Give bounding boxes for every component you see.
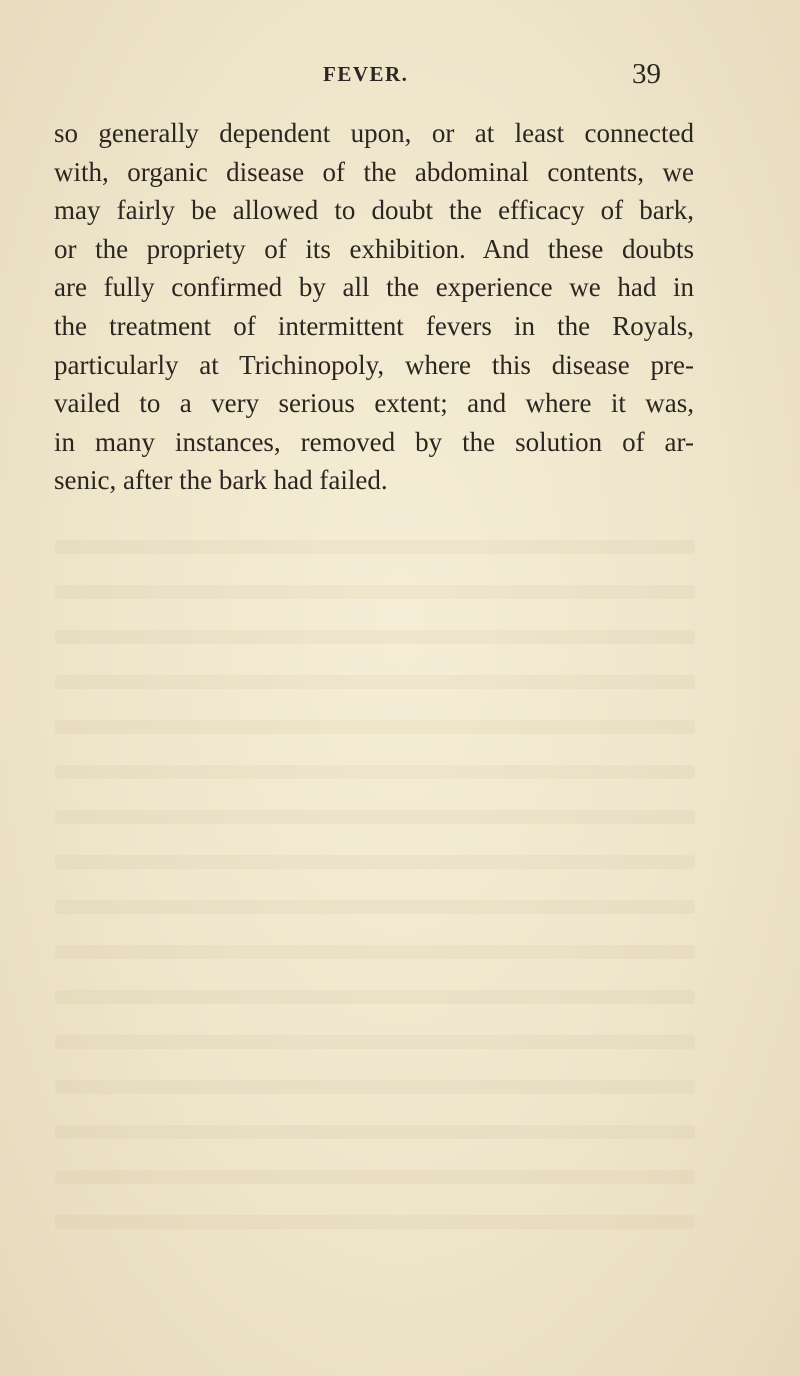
show-through-line [55, 630, 695, 644]
text-line: particularly at Trichinopoly, where this disease pre- [54, 349, 694, 380]
show-through-line [55, 765, 695, 779]
page-number: 39 [632, 58, 661, 90]
text-line: in many instances, removed by the solution of ar- [54, 426, 694, 457]
text-line: are fully confirmed by all the experience we had in [54, 272, 694, 303]
show-through-line [55, 945, 695, 959]
show-through-line [55, 540, 695, 554]
text-line: the treatment of intermittent fevers in the Royals, [54, 310, 694, 341]
show-through-line [55, 585, 695, 599]
show-through-line [55, 1170, 695, 1184]
show-through-line [55, 720, 695, 734]
show-through-line [55, 900, 695, 914]
show-through-line [55, 1125, 695, 1139]
show-through-line [55, 1080, 695, 1094]
running-head: FEVER. [323, 62, 409, 86]
show-through-line [55, 855, 695, 869]
show-through-line [55, 675, 695, 689]
show-through-line [55, 1035, 695, 1049]
text-line: may fairly be allowed to doubt the efficacy of bark, [54, 195, 694, 226]
show-through-line [55, 1215, 695, 1229]
page-header [0, 58, 800, 98]
text-line: so generally dependent upon, or at least connected [54, 118, 694, 148]
text-line: senic, after the bark had failed. [54, 465, 388, 496]
text-line: vailed to a very serious extent; and where it was, [54, 388, 694, 419]
text-line: with, organic disease of the abdominal contents, we [54, 156, 694, 187]
show-through-line [55, 990, 695, 1004]
show-through-line [55, 810, 695, 824]
text-line: or the propriety of its exhibition. And these doubts [54, 233, 694, 264]
paragraph [54, 114, 694, 500]
